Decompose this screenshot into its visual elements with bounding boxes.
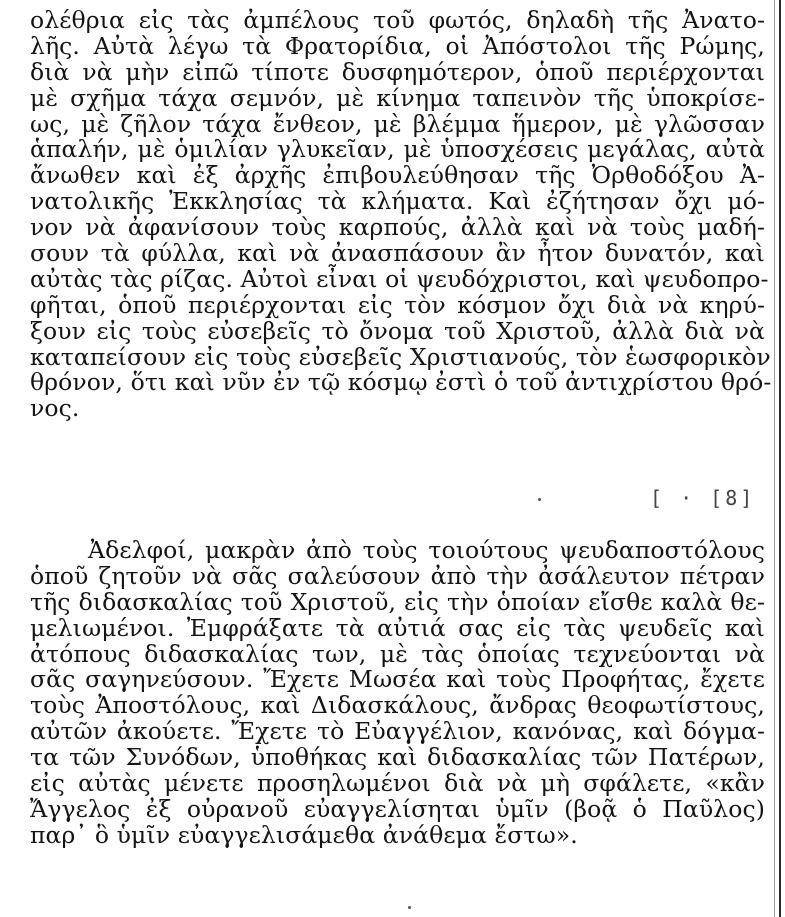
- text-line: ὁποῦ ζητοῦν νὰ σᾶς σαλεύσουν ἀπὸ τὴν ἀσάλευτον πέτραν: [30, 561, 765, 590]
- text-line: ἄνωθεν καὶ ἐξ ἀρχῆς ἐπιβουλεύθησαν τῆς Ὀρθοδόξου Ἀ-: [30, 161, 765, 190]
- text-line: τῆς διδασκαλίας τοῦ Χριστοῦ, εἰς τὴν ὁποίαν εἴσθε καλὰ θε-: [30, 587, 765, 616]
- page-edge-rule-inner: [774, 0, 775, 917]
- text-line: τοὺς Ἀποστόλους, καὶ Διδασκάλους, ἄνδρας θεοφωτίστους,: [30, 691, 765, 720]
- scan-speck: [408, 906, 411, 909]
- text-line: διὰ νὰ μὴν εἰπῶ τίποτε δυσφημότερον, ὁποῦ περιέρχονται: [30, 57, 765, 86]
- text-line: λῆς. Αὐτὰ λέγω τὰ Φρατορίδια, οἱ Ἀπόστολοι τῆς Ρώμης,: [30, 31, 765, 60]
- text-line: μὲ σχῆμα τάχα σεμνόν, μὲ κίνημα ταπεινὸν τῆς ὑποκρίσε-: [30, 83, 765, 112]
- text-line: ως, μὲ ζῆλον τάχα ἔνθεον, μὲ βλέμμα ἥμερον, μὲ γλῶσσαν: [30, 109, 765, 138]
- text-line: ἁπαλήν, μὲ ὁμιλίαν γλυκεῖαν, μὲ ὑποσχέσεις μεγάλας, αὐτὰ: [30, 135, 765, 164]
- text-line: νος.: [30, 394, 80, 423]
- page-edge-rule: [779, 0, 781, 917]
- text-line: τα τῶν Συνόδων, ὑποθήκας καὶ διδασκαλίας τῶν Πατέρων,: [30, 743, 765, 772]
- text-line: ἀτόπους διδασκαλίας των, μὲ τὰς ὁποίας τεχνεύονται νὰ: [30, 639, 765, 668]
- text-line: καταπείσουν εἰς τοὺς εὐσεβεῖς Χριστιανούς, τὸν ἑωσφορικὸν: [30, 342, 771, 371]
- text-line: αὐτὰς τὰς ρίζας. Αὐτοὶ εἶναι οἱ ψευδόχριστοι, καὶ ψευδοπρο-: [30, 264, 769, 293]
- margin-marks: [ · [8]: [650, 486, 756, 510]
- text-line: σουν τὰ φύλλα, καὶ νὰ ἀνασπάσουν ἂν ἦτον δυνατόν, καὶ: [30, 239, 765, 268]
- text-line: θρόνον, ὅτι καὶ νῦν ἐν τῷ κόσμῳ ἐστὶ ὁ τοῦ ἀντιχρίστου θρό-: [30, 368, 772, 397]
- text-line: ολέθρια εἰς τὰς ἀμπέλους τοῦ φωτός, δηλαδὴ τῆς Ἀνατο-: [30, 6, 765, 34]
- text-line: παρ᾽ ὃ ὑμῖν εὐαγγελισάμεθα ἀνάθεμα ἔστω».: [30, 820, 578, 849]
- text-line: εἰς αὐτὰς μένετε προσηλωμένοι διὰ νὰ μὴ σφάλετε, «κἂν: [30, 769, 765, 798]
- text-line: νατολικῆς Ἐκκλησίας τὰ κλήματα. Καὶ ἐζήτησαν ὄχι μό-: [30, 187, 765, 216]
- text-line: σᾶς σαγηνεύσουν. Ἔχετε Μωσέα καὶ τοὺς Προφήτας, ἔχετε: [30, 665, 765, 694]
- paragraph-1: [30, 6, 772, 423]
- text-line: αὐτῶν ἀκούετε. Ἔχετε τὸ Εὐαγγέλιον, κανόνας, καὶ δόγμα-: [30, 717, 765, 746]
- text-line: νον νὰ ἀφανίσουν τοὺς καρπούς, ἀλλὰ καὶ νὰ τοὺς μαδή-: [30, 213, 765, 242]
- text-line: Ἀδελφοί, μακρὰν ἀπὸ τοὺς τοιούτους ψευδαποστόλους: [88, 536, 765, 564]
- text-line: ξουν εἰς τοὺς εὐσεβεῖς τὸ ὄνομα τοῦ Χριστοῦ, ἀλλὰ διὰ νὰ: [30, 316, 765, 345]
- text-line: φῆται, ὁποῦ περιέρχονται εἰς τὸν κόσμον ὄχι διὰ νὰ κηρύ-: [30, 290, 765, 319]
- scan-speck: [538, 498, 541, 501]
- text-line: Ἄγγελος ἐξ οὐρανοῦ εὐαγγελίσηται ὑμῖν (βοᾷ ὁ Παῦλος): [30, 794, 765, 823]
- text-line: μελιωμένοι. Ἐμφράξατε τὰ αὐτιά σας εἰς τὰς ψευδεῖς καὶ: [30, 613, 765, 642]
- paragraph-2: [30, 538, 765, 849]
